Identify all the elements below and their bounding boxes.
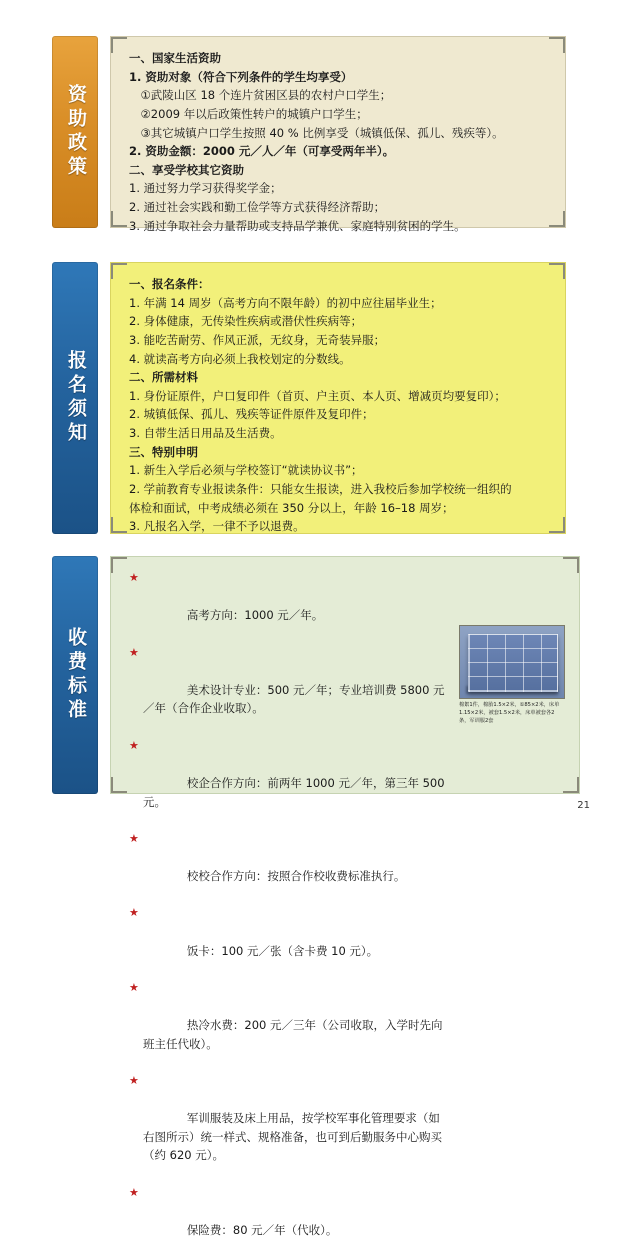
- page-number: 21: [577, 800, 590, 811]
- notice-line: 体检和面试，中考成绩必须在 350 分以上，年龄 16–18 周岁；: [129, 500, 454, 515]
- policy-line: ②2009 年以后政策性转户的城镇户口学生；: [129, 106, 368, 121]
- notice-line: 1. 身份证原件，户口复印件（首页、户主页、本人页、增减页均要复印）；: [129, 388, 506, 403]
- section-tab-fee-standard: [52, 556, 98, 794]
- corner-bracket-top-right: [563, 557, 579, 573]
- notice-line: 3. 凡报名入学，一律不予以退费。: [129, 519, 305, 534]
- notice-line: 2. 城镇低保、孤儿、残疾等证件原件及复印件；: [129, 407, 374, 422]
- corner-bracket-bottom-right: [563, 777, 579, 793]
- fee-item: [129, 979, 449, 1072]
- notice-line: 4. 就读高考方向必须上我校划定的分数线。: [129, 351, 351, 366]
- star-icon: ★: [129, 645, 139, 659]
- corner-bracket-top-left: [111, 557, 127, 573]
- section-panel-application-notice: [110, 262, 566, 534]
- corner-bracket-top-left: [111, 263, 127, 279]
- policy-line: 一、国家生活资助: [129, 51, 221, 65]
- notice-line: 3. 自带生活日用品及生活费。: [129, 426, 282, 440]
- policy-line: 1. 通过努力学习获得奖学金；: [129, 181, 282, 196]
- fee-item: [129, 1072, 449, 1184]
- notice-line: 一、报名条件：: [129, 277, 210, 291]
- corner-bracket-bottom-right: [549, 517, 565, 533]
- policy-line: ①武陵山区 18 个连片贫困区县的农村户口学生；: [129, 88, 392, 103]
- star-icon: ★: [129, 831, 139, 845]
- section-tab-application-notice: [52, 262, 98, 534]
- fee-item-text: 热冷水费：200 元／三年（公司收取，入学时先向班主任代收）。: [143, 1018, 443, 1051]
- policy-line: 2. 通过社会实践和勤工俭学等方式获得经济帮助；: [129, 200, 386, 214]
- fee-list: [129, 569, 449, 1258]
- notice-line: 2. 身体健康，无传染性疾病或潜伏性疾病等；: [129, 314, 363, 329]
- fee-item-text: 校企合作方向：前两年 1000 元／年，第三年 500 元。: [143, 775, 449, 809]
- corner-bracket-bottom-left: [111, 211, 127, 227]
- section-panel-funding-policy: [110, 36, 566, 233]
- fee-item-text: 饭卡：100 元／张（含卡费 10 元）。: [186, 943, 379, 958]
- folded-quilt-shape: [468, 634, 558, 692]
- section-application-notice: [52, 262, 566, 534]
- policy-line: ③其它城镇户口学生按照 40 % 比例享受（城镇低保、孤儿、残疾等）。: [129, 125, 504, 140]
- star-icon: ★: [129, 906, 139, 920]
- star-icon: ★: [129, 1073, 139, 1087]
- fee-item: [129, 644, 449, 737]
- fee-item-text: 高考方向：1000 元／年。: [186, 608, 324, 623]
- section-panel-fee-standard: [110, 556, 580, 1237]
- section-fee-standard: [52, 556, 566, 1237]
- policy-line: 二、享受学校其它资助: [129, 162, 244, 177]
- star-icon: ★: [129, 1185, 139, 1199]
- fee-item: [129, 737, 449, 830]
- section-tab-label: 报名须知: [64, 350, 87, 446]
- fee-item: [129, 1184, 449, 1258]
- corner-bracket-bottom-left: [111, 777, 127, 793]
- section-tab-funding-policy: [52, 36, 98, 228]
- corner-bracket-bottom-right: [549, 211, 565, 227]
- fee-item-text: 军训服装及床上用品，按学校军事化管理要求（如右图所示）统一样式、规格准备，也可到后勤服务中心购买（约 620 元）。: [143, 1111, 442, 1163]
- fee-item-text: 校校合作方向：按照合作校收费标准执行。: [186, 869, 406, 883]
- notice-line: 二、所需材料: [129, 370, 198, 385]
- star-icon: ★: [129, 738, 139, 752]
- notice-line: 2. 学前教育专业报读条件：只能女生报读，进入我校后参加学校统一组织的: [129, 481, 512, 496]
- notice-line: 三、特别申明: [129, 444, 198, 459]
- corner-bracket-top-right: [549, 37, 565, 53]
- section-funding-policy: [52, 36, 566, 233]
- fee-item-text: 美术设计专业：500 元／年；专业培训费 5800 元／年（合作企业收取）。: [143, 682, 445, 716]
- bedding-photo-block: [459, 625, 563, 725]
- policy-line: 2. 资助金额：2000 元／人／年（可享受两年半）。: [129, 144, 395, 159]
- photo-caption: 棉絮1件，棉胎1.5×2米，①85×2米，床单1.15×2米，被套1.5×2米，床单被套各2条，军训服2套: [459, 702, 560, 724]
- star-icon: ★: [129, 980, 139, 994]
- star-icon: ★: [129, 571, 139, 584]
- fee-item: [129, 904, 449, 979]
- corner-bracket-top-right: [549, 263, 565, 279]
- notice-line: 1. 新生入学后必须与学校签订“就读协议书”；: [129, 463, 363, 478]
- fee-item: [129, 569, 449, 644]
- corner-bracket-top-left: [111, 37, 127, 53]
- policy-line: 3. 通过争取社会力量帮助或支持品学兼优、家庭特别贫困的学生。: [129, 218, 466, 233]
- section-tab-label: 收费标准: [64, 627, 87, 723]
- section-tab-label: 资助政策: [64, 84, 87, 180]
- notice-line: 1. 年满 14 周岁（高考方向不限年龄）的初中应往届毕业生；: [129, 295, 442, 310]
- policy-line: 1. 资助对象（符合下列条件的学生均享受）: [129, 69, 353, 84]
- corner-bracket-bottom-left: [111, 517, 127, 533]
- notice-line: 3. 能吃苦耐劳、作风正派，无纹身，无奇装异服；: [129, 332, 386, 347]
- fee-item-text: 保险费：80 元／年（代收）。: [186, 1222, 338, 1237]
- bedding-photo: [459, 625, 565, 699]
